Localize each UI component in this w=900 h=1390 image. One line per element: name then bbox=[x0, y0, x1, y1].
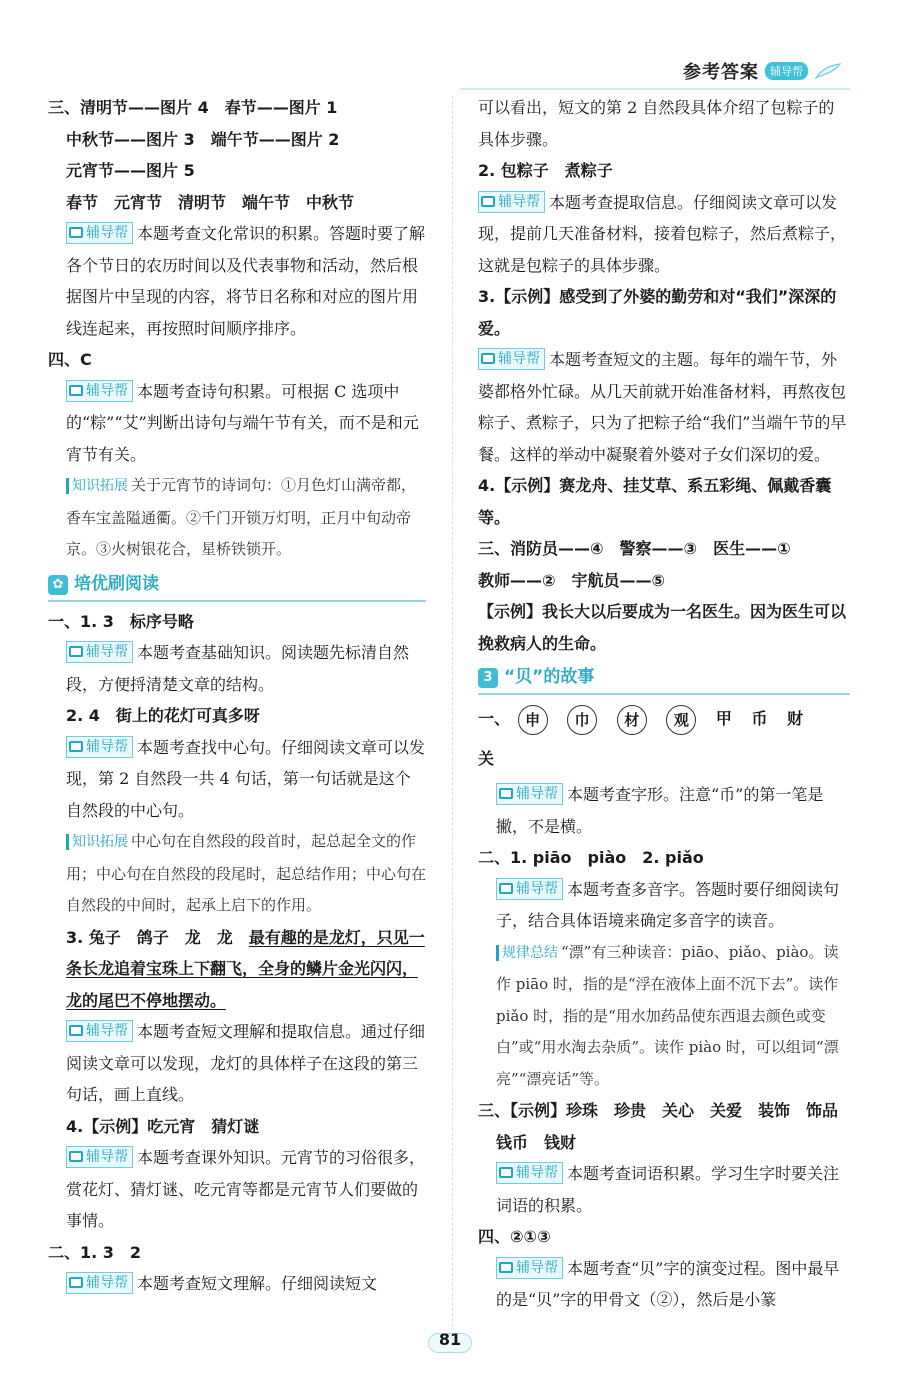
book-icon bbox=[499, 1262, 513, 1273]
explanation bbox=[478, 187, 850, 282]
answer-character: 币 bbox=[751, 709, 768, 728]
answer-line: 一、1. 3 标序号略 bbox=[48, 611, 194, 631]
circled-character: 观 bbox=[666, 705, 696, 735]
guide-tag-label: 辅导帮 bbox=[516, 786, 558, 802]
explanation bbox=[48, 1142, 426, 1237]
guide-tag bbox=[496, 1257, 563, 1279]
book-icon bbox=[481, 353, 495, 364]
guide-tag-label: 辅导帮 bbox=[86, 1023, 128, 1039]
circled-character: 材 bbox=[617, 705, 647, 735]
explanation-text: 本题考查找中心句。仔细阅读文章可以发现，第 2 自然段一共 4 句话，第一句话就是这个自然段的中心句。 bbox=[66, 737, 426, 820]
guide-tag bbox=[478, 348, 545, 370]
explanation-text: 本题考查提取信息。仔细阅读文章可以发现，提前几天准备材料，接着包粽子，然后煮粽子，这就是包粽子的具体步骤。 bbox=[478, 192, 847, 275]
guide-tag-label: 辅导帮 bbox=[86, 225, 128, 241]
explanation-text: 本题考查多音字。答题时要仔细阅读句子，结合具体语境来确定多音字的读音。 bbox=[496, 879, 840, 930]
extension-text: 中心句在自然段的段首时，起总起全文的作用；中心句在自然段的段尾时，起总结作用；中心句在自然段的中间时，起承上启下的作用。 bbox=[66, 832, 427, 914]
knowledge-extension bbox=[48, 826, 426, 922]
book-icon bbox=[69, 646, 83, 657]
guide-tag bbox=[66, 641, 133, 663]
guide-tag-label: 辅导帮 bbox=[498, 193, 540, 210]
answer-text: 3. 兔子 鸽子 龙 龙 bbox=[66, 927, 249, 947]
answer-line: 4.【示例】吃元宵 猜灯谜 bbox=[66, 1116, 260, 1136]
explanation-text: 本题考查字形。注意“币”的第一笔是撇，不是横。 bbox=[496, 785, 824, 836]
right-column bbox=[478, 92, 850, 1316]
column-divider bbox=[452, 96, 453, 1326]
rule-text: “漂”有三种读音：piāo、piǎo、piào。读作 piāo 时，指的是“浮在液体上面不沉下去”。读作 piǎo 时，指的是“用水加药品使东西退去颜色或变白”或“用水淘去杂质”。读作 piào 时，可以组词“漂亮”“漂亮话”等。 bbox=[496, 942, 839, 1088]
answer-line: 三、消防员——④ 警察——③ 医生——① bbox=[478, 539, 791, 558]
explanation-text: 本题考查短文理解。仔细阅读短文 bbox=[137, 1274, 378, 1293]
explanation bbox=[478, 344, 850, 470]
guide-tag bbox=[66, 736, 133, 758]
answer-character: 关 bbox=[478, 749, 495, 768]
explanation-text: 本题考查“贝”字的演变过程。图中最早的是“贝”字的甲骨文（②），然后是小篆 bbox=[496, 1258, 840, 1309]
explanation bbox=[48, 376, 426, 471]
book-icon bbox=[69, 1151, 83, 1162]
header-tag: 辅导帮 bbox=[765, 62, 808, 80]
answer-line: 钱币 钱财 bbox=[496, 1132, 577, 1152]
section-heading bbox=[478, 663, 850, 695]
explanation bbox=[48, 732, 426, 827]
header-title: 参考答案 bbox=[683, 62, 759, 83]
explanation-text: 本题考查短文理解和提取信息。通过仔细阅读文章可以发现，龙灯的具体样子在这段的第三句话，画上直线。 bbox=[66, 1022, 426, 1104]
book-icon bbox=[69, 741, 83, 752]
extension-text: 关于元宵节的诗词句：①月色灯山满帝都，香车宝盖隘通衢。②千门开锁万灯明，正月中旬动帝京。③火树银花合，星桥铁锁开。 bbox=[66, 476, 417, 558]
guide-tag bbox=[478, 191, 545, 213]
book-icon bbox=[69, 1025, 83, 1036]
guide-tag-label: 辅导帮 bbox=[86, 644, 128, 660]
guide-tag-label: 辅导帮 bbox=[86, 1149, 128, 1165]
guide-tag bbox=[66, 222, 133, 244]
explanation bbox=[478, 1158, 850, 1221]
guide-tag-label: 辅导帮 bbox=[86, 1275, 128, 1291]
book-icon bbox=[499, 788, 513, 799]
explanation bbox=[478, 779, 850, 842]
page-header bbox=[683, 58, 842, 84]
guide-tag-label: 辅导帮 bbox=[516, 1259, 558, 1276]
explanation-text: 本题考查短文的主题。每年的端午节，外婆都格外忙碌。从几天前就开始准备材料，再熬夜包粽子、煮粽子，只为了把粽子给“我们”当端午节的早餐。这样的举动中凝聚着外婆对子女们深切的爱。 bbox=[478, 350, 847, 464]
answer-line: 四、C bbox=[48, 350, 92, 369]
book-icon bbox=[481, 196, 495, 207]
guide-tag bbox=[496, 1162, 563, 1184]
section-number: 3 bbox=[478, 668, 498, 688]
rule-summary bbox=[478, 937, 850, 1096]
underlined-answer: 最有趣的是龙灯，只见一条长龙追着宝珠上下翻飞，全身的鳞片金光闪闪，龙的尾巴不停地摆动。 bbox=[66, 927, 425, 1010]
explanation-continued: 可以看出，短文的第 2 自然段具体介绍了包粽子的具体步骤。 bbox=[478, 98, 835, 149]
book-icon bbox=[69, 385, 83, 396]
answer-character: 甲 bbox=[715, 709, 732, 728]
book-icon bbox=[69, 227, 83, 238]
explanation bbox=[48, 1016, 426, 1111]
answer-line: 中秋节——图片 3 端午节——图片 2 bbox=[66, 129, 340, 149]
rule-tag: 规律总结 bbox=[496, 945, 558, 961]
explanation bbox=[48, 1268, 426, 1300]
extension-tag: 知识拓展 bbox=[66, 834, 128, 850]
answer-line: 二、1. 3 2 bbox=[48, 1242, 142, 1262]
guide-tag-label: 辅导帮 bbox=[516, 1165, 558, 1181]
answer-line: 四、②①③ bbox=[478, 1227, 551, 1246]
answer-line: 三、清明节——图片 4 春节——图片 1 bbox=[48, 98, 338, 117]
explanation-text: 本题考查文化常识的积累。答题时要了解各个节日的农历时间以及代表事物和活动，然后根据图片中呈现的内容，将节日名称和对应的图片用线连起来，再按照时间顺序排序。 bbox=[66, 224, 426, 338]
left-column bbox=[48, 92, 426, 1300]
knowledge-extension bbox=[48, 470, 426, 566]
answer-line: 【示例】我长大以后要成为一名医生。因为医生可以挽救病人的生命。 bbox=[478, 602, 847, 653]
answer-line: 元宵节——图片 5 bbox=[66, 161, 195, 180]
answer-line: 2. 包粽子 煮粽子 bbox=[478, 161, 613, 180]
guide-tag bbox=[66, 1272, 133, 1294]
guide-tag-label: 辅导帮 bbox=[86, 382, 128, 399]
explanation bbox=[48, 637, 426, 700]
book-icon bbox=[69, 1277, 83, 1288]
answer-line: 2. 4 街上的花灯可真多呀 bbox=[66, 706, 260, 725]
guide-tag-label: 辅导帮 bbox=[86, 738, 128, 755]
answer-line: 4.【示例】赛龙舟、挂艾草、系五彩绳、佩戴香囊等。 bbox=[478, 476, 832, 527]
feather-icon bbox=[814, 62, 842, 80]
header-rule bbox=[460, 88, 850, 90]
guide-tag-label: 辅导帮 bbox=[498, 351, 540, 367]
answer-line: 春节 元宵节 清明节 端午节 中秋节 bbox=[66, 192, 355, 212]
guide-tag bbox=[66, 1146, 133, 1168]
answer-prefix: 一、 bbox=[478, 709, 511, 728]
answer-line bbox=[48, 922, 426, 1017]
guide-tag bbox=[496, 878, 563, 900]
explanation-text: 本题考查诗句积累。可根据 C 选项中的“粽”“艾”判断出诗句与端午节有关，而不是和元宵节有关。 bbox=[66, 381, 419, 464]
section-heading bbox=[48, 570, 426, 602]
book-icon bbox=[499, 1167, 513, 1178]
circled-character: 巾 bbox=[567, 705, 597, 735]
guide-tag-label: 辅导帮 bbox=[516, 880, 558, 897]
explanation-text: 本题考查基础知识。阅读题先标清自然段，方便捋清楚文章的结构。 bbox=[66, 643, 410, 694]
explanation-text: 本题考查词语积累。学习生字时要关注词语的积累。 bbox=[496, 1164, 840, 1215]
explanation bbox=[478, 874, 850, 937]
section-title: “贝”的故事 bbox=[504, 667, 595, 688]
answer-line: 教师——② 宇航员——⑤ bbox=[478, 570, 666, 590]
guide-tag bbox=[496, 783, 563, 805]
explanation bbox=[478, 1253, 850, 1316]
book-icon bbox=[499, 883, 513, 894]
section-title: 培优刷阅读 bbox=[74, 573, 159, 594]
answer-line: 三、【示例】珍珠 珍贵 关心 关爱 装饰 饰品 bbox=[478, 1101, 839, 1120]
clover-icon: ✿ bbox=[48, 575, 68, 595]
explanation bbox=[48, 218, 426, 344]
answer-line: 3.【示例】感受到了外婆的勤劳和对“我们”深深的爱。 bbox=[478, 287, 837, 338]
answer-line: 二、1. piāo piào 2. piǎo bbox=[478, 848, 704, 867]
explanation-text: 本题考查课外知识。元宵节的习俗很多，赏花灯、猜灯谜、吃元宵等都是元宵节人们要做的事情。 bbox=[66, 1148, 426, 1230]
extension-tag: 知识拓展 bbox=[66, 478, 128, 494]
page-number: 81 bbox=[420, 1330, 480, 1349]
character-answer-line bbox=[478, 699, 850, 779]
answer-character: 财 bbox=[787, 709, 804, 728]
guide-tag bbox=[66, 1020, 133, 1042]
guide-tag bbox=[66, 380, 133, 402]
circled-character: 申 bbox=[518, 705, 548, 735]
